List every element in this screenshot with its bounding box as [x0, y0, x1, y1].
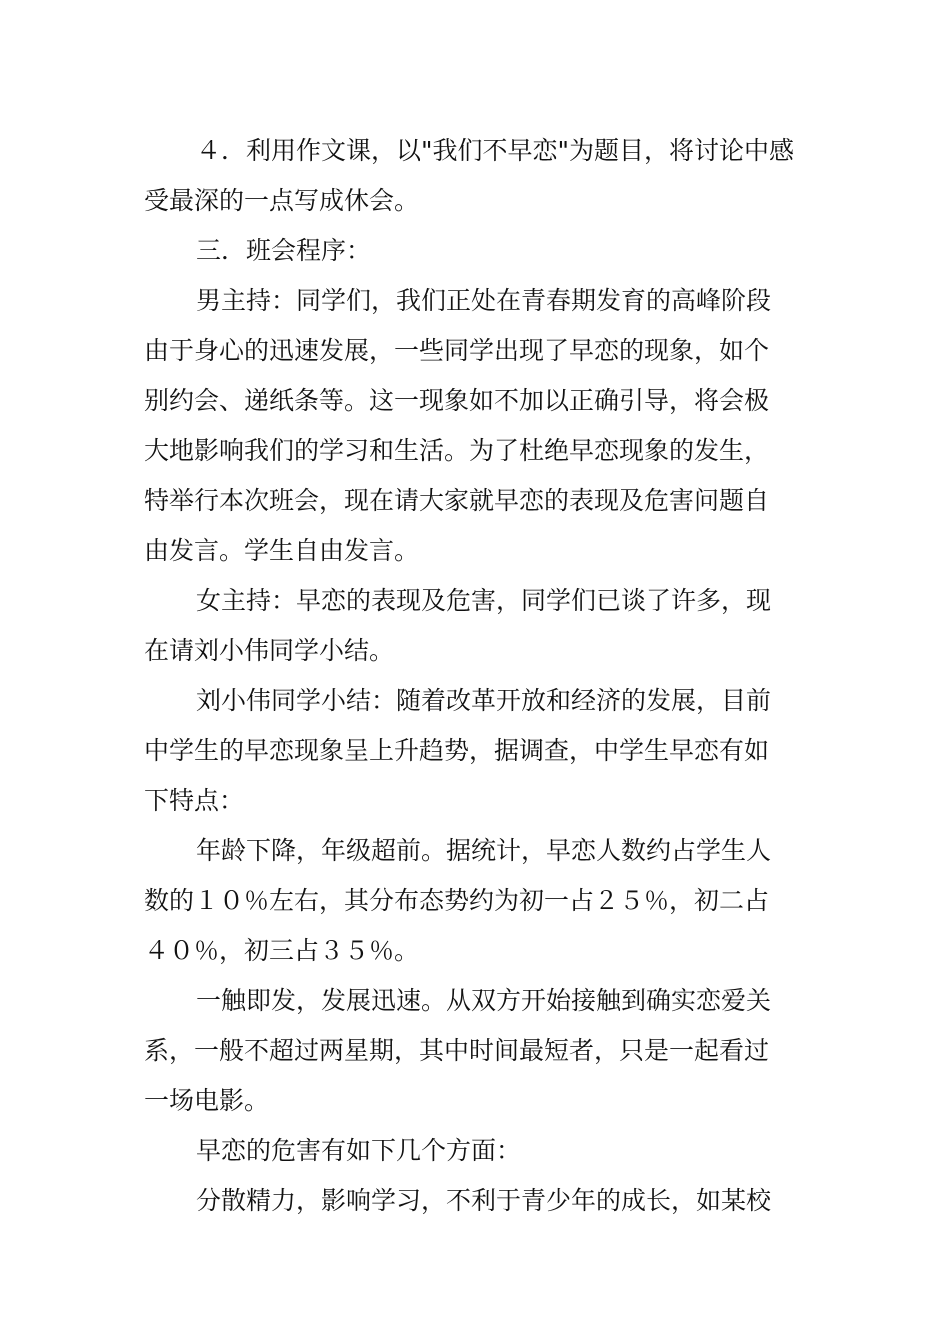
text-line-11: 在请刘小伟同学小结。: [144, 636, 395, 665]
text-line-12: 刘小伟同学小结：随着改革开放和经济的发展，目前: [196, 686, 772, 715]
text-line-17: ４０％，初三占３５％。: [144, 936, 420, 965]
text-line-22: 分散精力，影响学习，不利于青少年的成长，如某校: [196, 1186, 772, 1215]
text-line-18: 一触即发，发展迅速。从双方开始接触到确实恋爱关: [196, 986, 772, 1015]
text-line-4: 男主持：同学们，我们正处在青春期发育的高峰阶段: [196, 286, 772, 315]
text-line-2: 受最深的一点写成休会。: [144, 186, 420, 215]
section-heading: 三．班会程序：: [196, 236, 372, 265]
text-line-13: 中学生的早恋现象呈上升趋势，据调查，中学生早恋有如: [144, 736, 770, 765]
text-line-1: ４．利用作文课，以"我们不早恋"为题目，将讨论中感: [196, 136, 795, 165]
text-line-5: 由于身心的迅速发展，一些同学出现了早恋的现象，如个: [144, 336, 770, 365]
text-line-9: 由发言。学生自由发言。: [144, 536, 420, 565]
text-line-20: 一场电影。: [144, 1086, 270, 1115]
text-line-7: 大地影响我们的学习和生活。为了杜绝早恋现象的发生，: [144, 436, 770, 465]
text-line-8: 特举行本次班会，现在请大家就早恋的表现及危害问题自: [144, 486, 770, 515]
text-line-21: 早恋的危害有如下几个方面：: [196, 1136, 522, 1165]
text-line-16: 数的１０％左右，其分布态势约为初一占２５％，初二占: [144, 886, 770, 915]
text-line-10: 女主持：早恋的表现及危害，同学们已谈了许多，现: [196, 586, 772, 615]
text-line-14: 下特点：: [144, 786, 245, 815]
text-line-15: 年龄下降，年级超前。据统计，早恋人数约占学生人: [196, 836, 772, 865]
text-line-19: 系，一般不超过两星期，其中时间最短者，只是一起看过: [144, 1036, 770, 1065]
text-line-6: 别约会、递纸条等。这一现象如不加以正确引导，将会极: [144, 386, 770, 415]
